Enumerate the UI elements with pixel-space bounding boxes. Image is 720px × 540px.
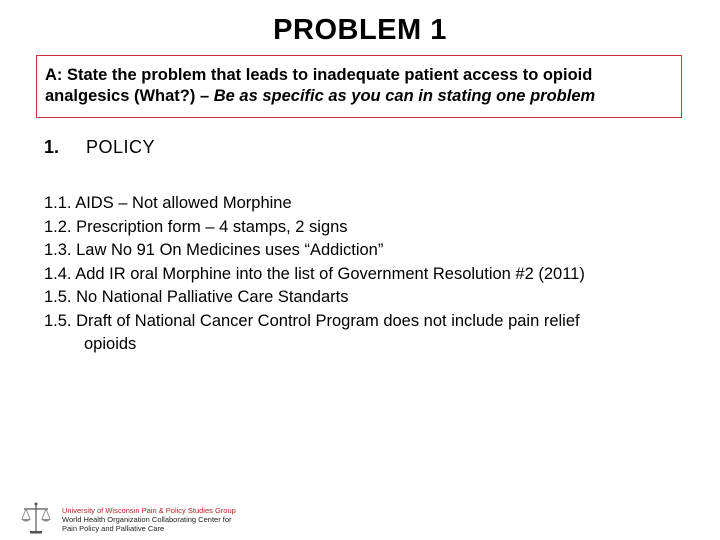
policy-item-list bbox=[44, 192, 585, 357]
list-item bbox=[44, 310, 585, 357]
list-item bbox=[44, 239, 585, 263]
list-item-text: 1.5. Draft of National Cancer Control Program does not include pain relief bbox=[44, 311, 580, 330]
list-item-text: 1.5. No National Palliative Care Standarts bbox=[44, 288, 349, 306]
footer-org-line: Pain Policy and Palliative Care bbox=[62, 524, 165, 533]
list-item bbox=[44, 192, 585, 216]
list-item-text: 1.2. Prescription form – 4 stamps, 2 signs bbox=[44, 217, 348, 236]
question-box bbox=[36, 55, 682, 118]
list-item bbox=[44, 286, 585, 310]
list-item-text: 1.3. Law No 91 On Medicines uses “Addiction” bbox=[44, 241, 384, 259]
slide-title: PROBLEM 1 bbox=[273, 14, 447, 46]
question-emphasis: Be as specific as you can in stating one problem bbox=[213, 87, 596, 105]
footer bbox=[18, 500, 318, 536]
scales-of-justice-icon bbox=[18, 500, 54, 536]
section-title: POLICY bbox=[86, 137, 156, 157]
list-item-text: 1.1. AIDS – Not allowed Morphine bbox=[44, 194, 292, 212]
list-item bbox=[44, 216, 585, 240]
list-item-continuation: opioids bbox=[84, 335, 137, 353]
footer-org-line: University of Wisconsin Pain & Policy Studies Group bbox=[62, 506, 236, 515]
footer-org-line: World Health Organization Collaborating Center for bbox=[62, 515, 232, 524]
section-number: 1. bbox=[44, 137, 60, 157]
question-lead: A: State the problem that leads to inadequate patient access to opioid analgesics (What?) – bbox=[45, 66, 593, 105]
list-item-text: 1.4. Add IR oral Morphine into the list of Government Resolution #2 (2011) bbox=[44, 264, 585, 283]
section-heading bbox=[44, 137, 155, 158]
list-item bbox=[44, 263, 585, 287]
